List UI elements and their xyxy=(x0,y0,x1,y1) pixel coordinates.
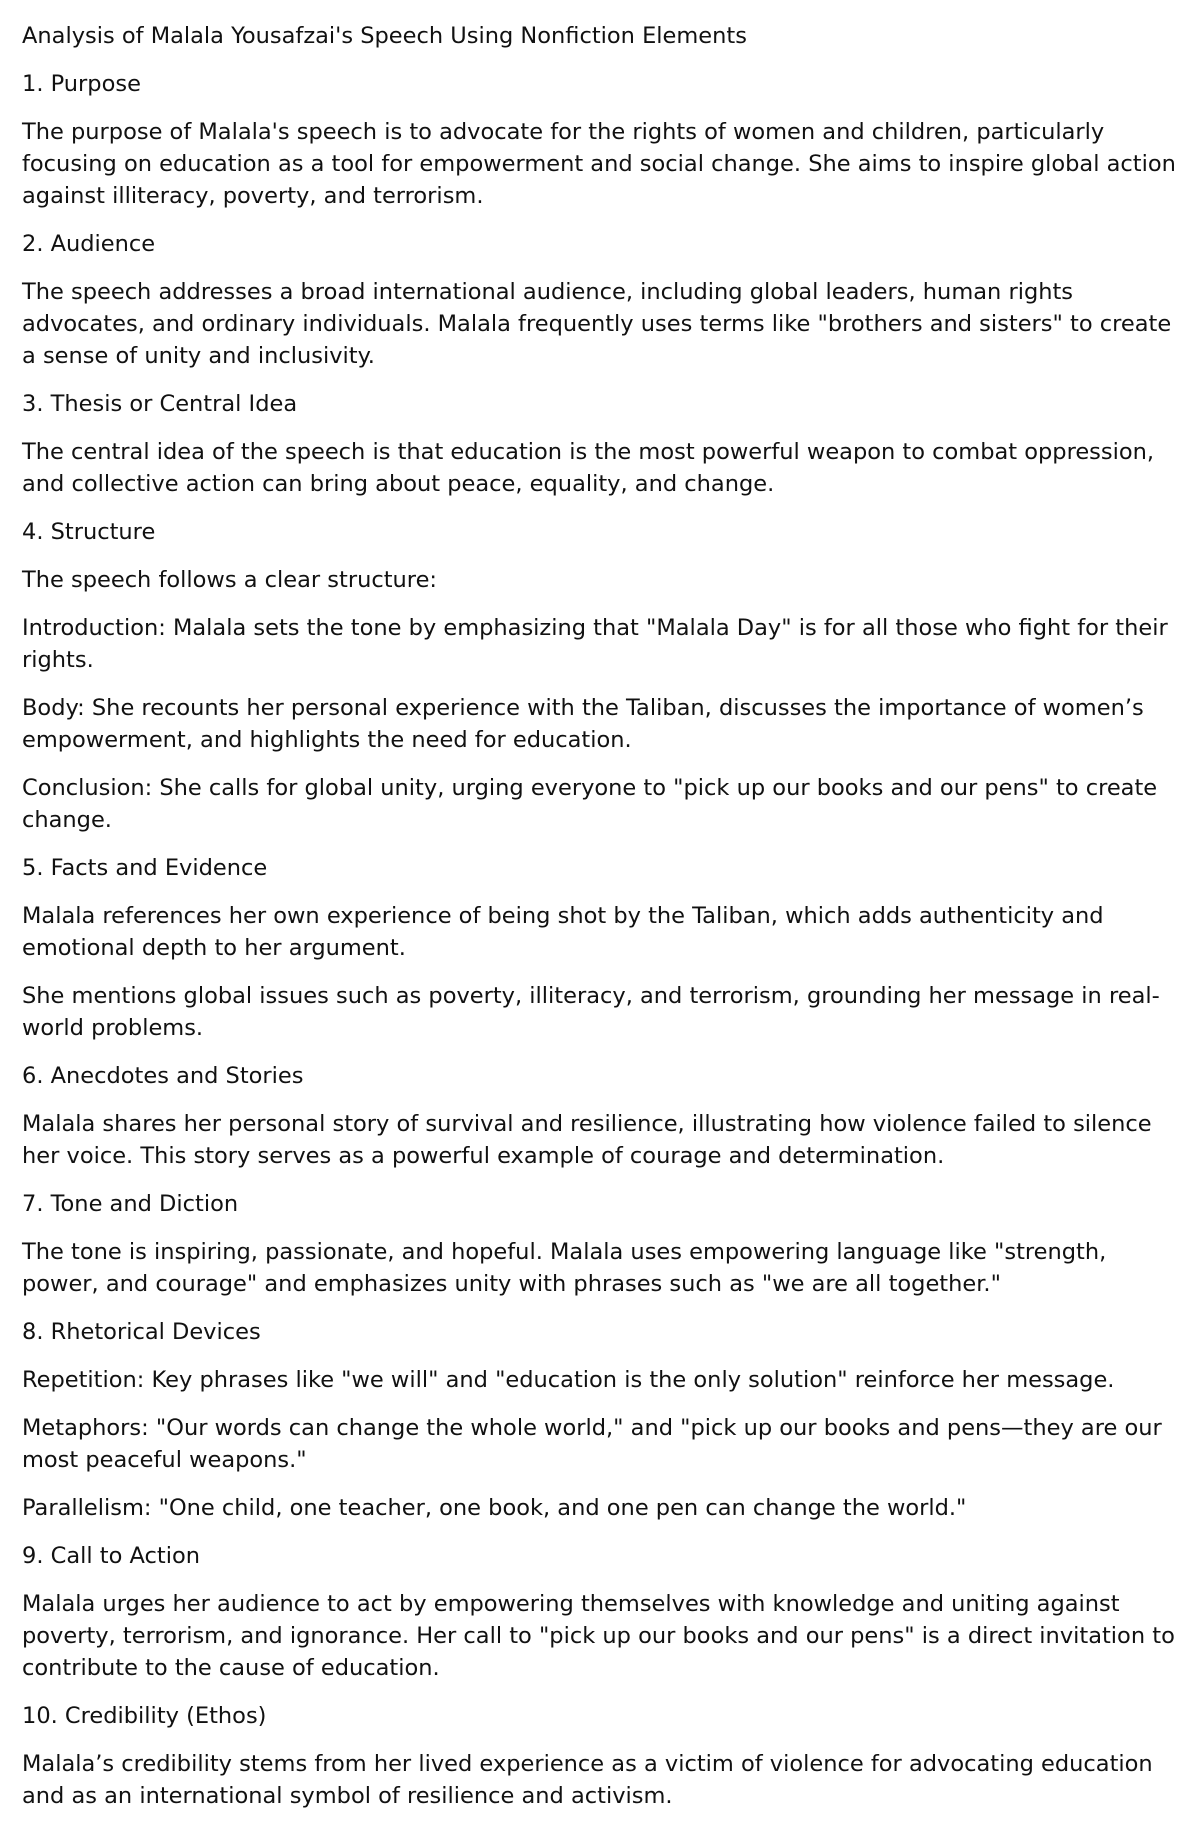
document-title: Analysis of Malala Yousafzai's Speech Using Nonfiction Elements xyxy=(22,23,747,49)
section-paragraph: Body: She recounts her personal experience with the Taliban, discusses the importance of women’s empowerment, and highlights the need for education. xyxy=(22,695,1144,753)
section-heading-tone-diction: 7. Tone and Diction xyxy=(22,1191,239,1217)
section-paragraph: Conclusion: She calls for global unity, urging everyone to "pick up our books and our pens" to create change. xyxy=(22,775,1158,833)
section-paragraph: The purpose of Malala's speech is to advocate for the rights of women and children, particularly focusing on education as a tool for empowerment and social change. She aims to inspire global action against illiteracy, poverty, and terrorism. xyxy=(22,119,1176,209)
section-heading-facts-evidence: 5. Facts and Evidence xyxy=(22,855,268,881)
section-paragraph: Parallelism: "One child, one teacher, one book, and one pen can change the world." xyxy=(22,1495,967,1521)
section-heading-structure: 4. Structure xyxy=(22,519,156,545)
section-paragraph: Malala references her own experience of being shot by the Taliban, which adds authenticity and emotional depth to her argument. xyxy=(22,903,1104,961)
section-paragraph: The central idea of the speech is that education is the most powerful weapon to combat oppression, and collective action can bring about peace, equality, and change. xyxy=(22,439,1155,497)
section-heading-call-to-action: 9. Call to Action xyxy=(22,1543,200,1569)
section-paragraph: The speech addresses a broad international audience, including global leaders, human rights advocates, and ordinary individuals. Malala frequently uses terms like "brothers and sisters" to create a sense of unity and inclusivity. xyxy=(22,279,1172,369)
section-paragraph: The tone is inspiring, passionate, and hopeful. Malala uses empowering language like "strength, power, and courage" and emphasizes unity with phrases such as "we are all together." xyxy=(22,1239,1107,1297)
section-paragraph: Malala’s credibility stems from her lived experience as a victim of violence for advocating education and as an international symbol of resilience and activism. xyxy=(22,1751,1153,1809)
section-heading-purpose: 1. Purpose xyxy=(22,71,141,97)
section-heading-anecdotes: 6. Anecdotes and Stories xyxy=(22,1063,304,1089)
section-paragraph: She mentions global issues such as poverty, illiteracy, and terrorism, grounding her message in real-world problems. xyxy=(22,983,1160,1041)
section-paragraph: Malala shares her personal story of survival and resilience, illustrating how violence failed to silence her voice. This story serves as a powerful example of courage and determination. xyxy=(22,1111,1152,1169)
section-paragraph: Malala urges her audience to act by empowering themselves with knowledge and uniting against poverty, terrorism, and ignorance. Her call to "pick up our books and our pens" is a direct invitation to contribute to the cause of education. xyxy=(22,1591,1175,1681)
section-heading-credibility: 10. Credibility (Ethos) xyxy=(22,1703,267,1729)
section-heading-thesis: 3. Thesis or Central Idea xyxy=(22,391,298,417)
section-paragraph: The speech follows a clear structure: xyxy=(22,567,437,593)
section-paragraph: Introduction: Malala sets the tone by emphasizing that "Malala Day" is for all those who fight for their rights. xyxy=(22,615,1168,673)
section-paragraph: Metaphors: "Our words can change the whole world," and "pick up our books and pens—they are our most peaceful weapons." xyxy=(22,1415,1162,1473)
section-heading-audience: 2. Audience xyxy=(22,231,156,257)
section-paragraph: Repetition: Key phrases like "we will" and "education is the only solution" reinforce her message. xyxy=(22,1367,1115,1393)
section-heading-rhetorical-devices: 8. Rhetorical Devices xyxy=(22,1319,261,1345)
